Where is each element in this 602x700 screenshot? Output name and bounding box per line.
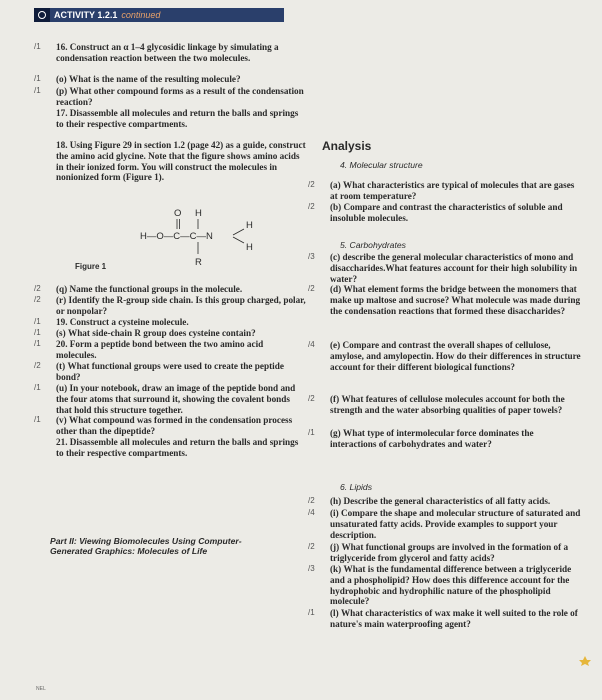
question-number: (f) xyxy=(330,394,340,404)
right-question-c-3 xyxy=(308,564,582,607)
score-mark: /1 xyxy=(308,608,315,617)
publisher-mark: NEL xyxy=(36,686,46,692)
question-text: Name the functional groups in the molecule. xyxy=(69,284,243,294)
question-number: (q) xyxy=(56,284,68,294)
question-text: What characteristics are typical of molecules that are gases at room temperature? xyxy=(330,180,575,201)
left-question-4 xyxy=(56,140,306,183)
left-question-3 xyxy=(56,108,306,130)
question-number: (a) xyxy=(330,180,341,190)
score-mark: /2 xyxy=(34,295,41,304)
question-text: What is the name of the resulting molecule? xyxy=(69,74,241,84)
score-mark: /2 xyxy=(308,394,315,403)
question-text: Construct a cysteine molecule. xyxy=(69,317,189,327)
score-mark: /1 xyxy=(34,42,41,51)
question-text: What features of cellulose molecules account for both the strength and the water absorbing qualities of paper towels? xyxy=(330,394,565,415)
right-question-c-1 xyxy=(308,508,582,540)
left-question-b-6 xyxy=(34,383,306,415)
left-question-1 xyxy=(34,74,306,85)
activity-header xyxy=(34,8,284,22)
question-number: 17. xyxy=(56,108,68,118)
score-mark: /2 xyxy=(308,202,315,211)
atom-o: O xyxy=(174,208,182,219)
right-question-b-2 xyxy=(308,340,582,372)
score-mark: /4 xyxy=(308,340,315,349)
right-question-b-1 xyxy=(308,284,582,316)
score-mark: /2 xyxy=(308,542,315,551)
right-question-b-4 xyxy=(308,428,582,450)
question-text: Disassemble all molecules and return the balls and springs to their respective compartments. xyxy=(56,108,299,129)
question-text: Disassemble all molecules and return the balls and springs to their respective compartments. xyxy=(56,437,299,458)
question-number: (d) xyxy=(330,284,342,294)
score-mark: /2 xyxy=(34,361,41,370)
question-text: Using Figure 29 in section 1.2 (page 42) as a guide, construct the amino acid glycine. Note that the figure shows amino acids in their ionized form. You will construct the molecules in nonionized form (Figure 1). xyxy=(56,140,306,183)
question-text: Construct an α 1–4 glycosidic linkage by simulating a condensation reaction between the two molecules. xyxy=(56,42,279,63)
glycine-structure-diagram xyxy=(140,208,270,268)
question-number: (v) xyxy=(56,415,67,425)
score-mark: /2 xyxy=(308,180,315,189)
atom-h-right-bottom: H xyxy=(246,242,253,253)
score-mark: /3 xyxy=(308,564,315,573)
atom-h-right-top: H xyxy=(246,220,253,231)
part-two-heading xyxy=(50,536,242,556)
atom-row: H—O—C—C—N xyxy=(140,231,213,242)
question-text: describe the general molecular characteristics of mono and disaccharides.What features account for their high solubility in water? xyxy=(330,252,578,284)
right-question-0 xyxy=(308,180,582,202)
question-text: What compound was formed in the condensation process other than the dipeptide? xyxy=(56,415,293,436)
question-number: (r) xyxy=(56,295,67,305)
question-number: (p) xyxy=(56,86,68,96)
question-number: (t) xyxy=(56,361,66,371)
section-lipids: 6. Lipids xyxy=(340,482,373,492)
score-mark: /1 xyxy=(34,339,41,348)
question-text: What characteristics of wax make it well suited to the role of nature's main waterproofing agent? xyxy=(330,608,578,629)
score-mark: /1 xyxy=(34,383,41,392)
question-text: In your notebook, draw an image of the peptide bond and the four atoms that surround it, showing the covalent bonds that hold this structure together. xyxy=(56,383,296,415)
question-text: Compare and contrast the overall shapes of cellulose, amylose, and amylopectin. How do their differences in structure account for their different biological functions? xyxy=(330,340,581,372)
question-number: (o) xyxy=(56,74,67,84)
part-two-line2: Generated Graphics: Molecules of Life xyxy=(50,546,208,556)
question-number: 19. xyxy=(56,317,68,327)
question-number: (k) xyxy=(330,564,342,574)
question-number: (h) xyxy=(330,496,342,506)
score-mark: /3 xyxy=(308,252,315,261)
left-question-2 xyxy=(34,86,306,108)
decoration-icon xyxy=(545,655,595,667)
question-text: Compare the shape and molecular structure of saturated and unsaturated fatty acids. Provide examples to support your description. xyxy=(330,508,581,540)
left-question-b-7 xyxy=(34,415,306,437)
right-question-c-0 xyxy=(308,496,582,507)
question-number: (j) xyxy=(330,542,340,552)
question-number: 21. xyxy=(56,437,68,447)
part-two-line1: Part II: Viewing Biomolecules Using Computer- xyxy=(50,536,242,546)
atom-h-top: H xyxy=(195,208,202,219)
question-number: (c) xyxy=(330,252,341,262)
left-question-b-5 xyxy=(34,361,306,383)
atom-r: R xyxy=(195,257,202,268)
question-text: Form a peptide bond between the two amino acid molecules. xyxy=(56,339,264,360)
analysis-heading: Analysis xyxy=(322,139,372,153)
question-text: What is the fundamental difference between a triglyceride and a phospholipid? How does this difference account for the hydrophobic and hydrophilic nature of the phospholipid molecule? xyxy=(330,564,572,607)
score-mark: /1 xyxy=(34,415,41,424)
question-number: (e) xyxy=(330,340,341,350)
activity-continued: continued xyxy=(121,10,161,20)
question-number: 20. xyxy=(56,339,68,349)
left-question-b-0 xyxy=(34,284,306,295)
score-mark: /1 xyxy=(34,328,41,337)
right-question-c-4 xyxy=(308,608,582,630)
right-question-c-2 xyxy=(308,542,582,564)
question-text: What functional groups were used to create the peptide bond? xyxy=(56,361,284,382)
score-mark: /1 xyxy=(34,86,41,95)
right-question-b-0 xyxy=(308,252,582,284)
score-mark: /1 xyxy=(34,74,41,83)
question-number: (l) xyxy=(330,608,339,618)
question-text: Compare and contrast the characteristics of soluble and insoluble molecules. xyxy=(330,202,563,223)
left-question-b-3 xyxy=(34,328,306,339)
activity-title: ACTIVITY 1.2.1 xyxy=(54,10,118,20)
question-number: 18. xyxy=(56,140,68,150)
question-number: 16. xyxy=(56,42,68,52)
left-question-b-8 xyxy=(56,437,306,459)
score-mark: /2 xyxy=(308,496,315,505)
activity-icon xyxy=(34,8,50,22)
score-mark: /4 xyxy=(308,508,315,517)
score-mark: /1 xyxy=(34,317,41,326)
question-text: What type of intermolecular force dominates the interactions of carbohydrates and water? xyxy=(330,428,534,449)
question-number: (u) xyxy=(56,383,68,393)
question-number: (i) xyxy=(330,508,339,518)
figure-label: Figure 1 xyxy=(75,262,107,271)
left-question-0 xyxy=(34,42,306,64)
question-text: What side-chain R group does cysteine contain? xyxy=(68,328,256,338)
right-question-1 xyxy=(308,202,582,224)
question-text: What functional groups are involved in the formation of a triglyceride from glycerol and fatty acids? xyxy=(330,542,569,563)
right-question-b-3 xyxy=(308,394,582,416)
section-carbohydrates: 5. Carbohydrates xyxy=(340,240,406,250)
score-mark: /1 xyxy=(308,428,315,437)
question-text: What element forms the bridge between the monomers that make up maltose and sucrose? What molecule was made during the condensation reactions that formed these disaccharides? xyxy=(330,284,581,316)
question-text: What other compound forms as a result of the condensation reaction? xyxy=(56,86,304,107)
score-mark: /2 xyxy=(34,284,41,293)
question-number: (g) xyxy=(330,428,341,438)
question-number: (s) xyxy=(56,328,66,338)
score-mark: /2 xyxy=(308,284,315,293)
left-question-b-4 xyxy=(34,339,306,361)
question-number: (b) xyxy=(330,202,342,212)
left-question-b-2 xyxy=(34,317,306,328)
section-molecular-structure: 4. Molecular structure xyxy=(340,160,423,170)
question-text: Identify the R-group side chain. Is this group charged, polar, or nonpolar? xyxy=(56,295,306,316)
left-question-b-1 xyxy=(34,295,306,317)
question-text: Describe the general characteristics of all fatty acids. xyxy=(343,496,551,506)
